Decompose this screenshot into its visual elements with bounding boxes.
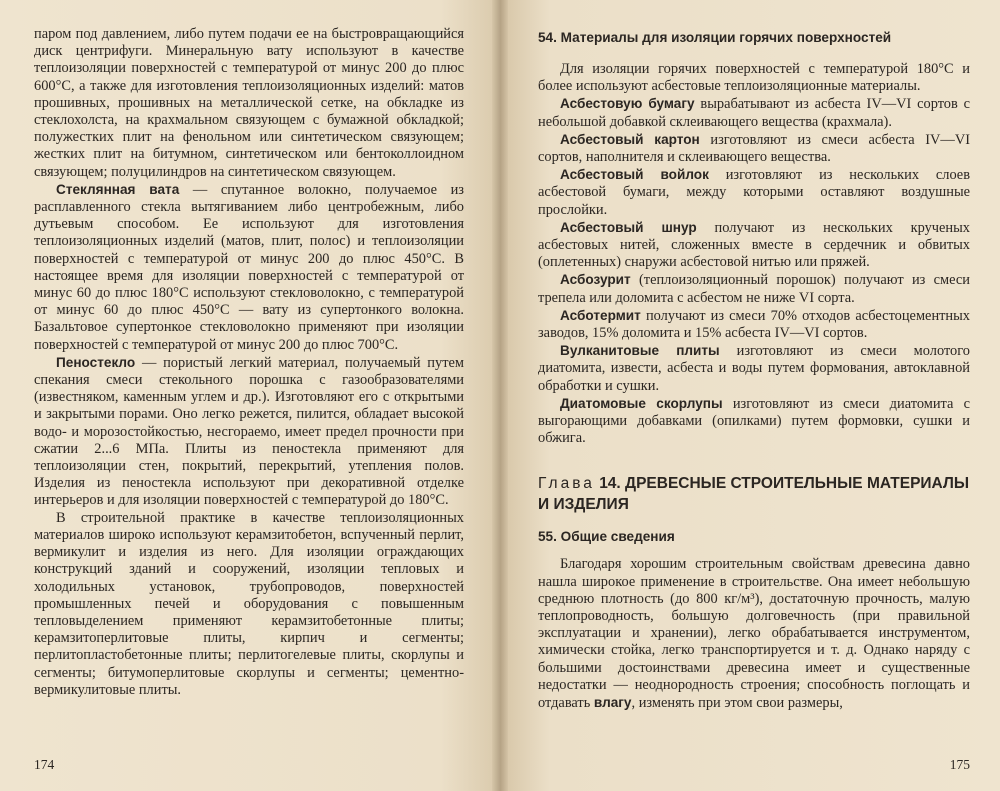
section-55-heading: 55. Общие сведения	[538, 529, 675, 545]
paragraph-asbozurite: Асбозурит (теплоизоляционный порошок) получают из смеси трепела или доломита с асбестом не ниже VI сорта.	[538, 272, 970, 306]
book-gutter	[492, 0, 508, 791]
paragraph-asbestos-felt: Асбестовый войлок изготовляют из нескольких слоев асбестовой бумаги, между которыми оставляют воздушные прослойки.	[538, 167, 970, 218]
paragraph-asbestos-paper: Асбестовую бумагу вырабатывают из асбеста IV—VI сортов с небольшой добавкой склеивающего вещества (крахмала).	[538, 96, 971, 130]
paragraph-asbestos-cardboard: Асбестовый картон изготовляют из смеси асбеста IV—VI сортов, наполнителя и склеивающего вещества.	[538, 131, 971, 166]
term-highlight: влагу	[593, 695, 632, 711]
term-highlight: Стеклянная вата	[56, 181, 180, 197]
term-highlight: Асбестовый войлок	[560, 167, 709, 183]
paragraph-asbestos-cord: Асбестовый шнур получают из нескольких крученых асбестовых нитей, сложенных вместе в сердечник и обвитых (оплетенных) снаружи асбестовой нитью или пряжей.	[538, 219, 970, 271]
paragraph: Для изоляции горячих поверхностей с температурой 180°С и более используют асбестовые теплоизоляционные материалы.	[538, 61, 970, 95]
term-highlight: Асбозурит	[560, 272, 631, 288]
chapter-prefix: Глава	[538, 475, 595, 493]
page-number-left: 174	[34, 757, 55, 772]
paragraph-asbothermite: Асботермит получают из смеси 70% отходов асбестоцементных заводов, 15% доломита и 15% асбеста IV—VI сортов.	[538, 307, 970, 342]
paragraph: паром под давлением, либо путем подачи ее на быстровращающийся диск центрифуги. Минеральную вату используют в качестве теплоизоляции поверхностей с температурой от минус 200 до плюс 600°С, а также для изготовления теплоизоляционных изделий: матов прошивных, прошивных на металлической сетке, на обкладке из стеклохолста, на крахмальном связующем с бумажной обкладкой; полужестких плит на фенольном или синтетическом связующем; жестких плит на битумном, синтетическом или бентоколлоидном связующем; полуцилиндров на синтетическом связующем.	[34, 26, 464, 180]
term-highlight: Вулканитовые плиты	[560, 343, 720, 359]
term-highlight: Асботермит	[560, 307, 641, 323]
term-highlight: Пеностекло	[56, 354, 136, 370]
paragraph-diatom-shells: Диатомовые скорлупы изготовляют из смеси диатомита с выгорающими добавками (опилками) путем формовки, сушки и обжига.	[538, 395, 970, 447]
term-highlight: Асбестовый шнур	[560, 219, 697, 235]
term-highlight: Диатомовые скорлупы	[560, 395, 723, 411]
paragraph-vulcanite-plates: Вулканитовые плиты изготовляют из смеси молотого диатомита, извести, асбеста и воды путем формования, автоклавной обработки и сушки.	[538, 343, 970, 394]
chapter-title: 14. ДРЕВЕСНЫЕ СТРОИТЕЛЬНЫЕ МАТЕРИАЛЫ И ИЗДЕЛИЯ	[538, 475, 969, 514]
paragraph-foam-glass: Пеностекло — пористый легкий материал, получаемый путем спекания смеси стекольного порошка с газообразователями (известняком, каменным углем и др.). Изготовляют его с открытыми и закрытыми порами. Оно легко режется, пилится, обладает высокой водо- и морозостойкостью, несгораемо, имеет предел прочности при сжатии 2...6 МПа. Плиты из пеностекла применяют для теплоизоляции стен, покрытий, перекрытий, утепления полов. Изделия из пеностекла используют при декоративной отделке интерьеров и для изоляции поверхностей с температурой до 180°С.	[34, 354, 464, 509]
chapter-14-heading	[538, 473, 970, 515]
paragraph-wood-general: Благодаря хорошим строительным свойствам древесина давно нашла широкое применение в строительстве. Она имеет небольшую среднюю плотность (до 800 кг/м³), достаточную прочность, малую теплопроводность, большую долговечность (при правильной эксплуатации и хранении), легко обрабатывается инструментом, химически стойка, легко транспортируется и т. д. Однако наряду с большими достоинствами древесина имеет и существенные недостатки — неоднородность строения; способность поглощать и отдавать влагу, изменять при этом свои размеры,	[538, 556, 970, 712]
page-number-right: 175	[949, 757, 970, 772]
term-highlight: Асбестовый картон	[560, 131, 700, 147]
term-highlight: Асбестовую бумагу	[560, 96, 695, 112]
right-page	[500, 0, 1000, 791]
paragraph-expanded-clay: В строительной практике в качестве теплоизоляционных материалов широко используют керамзитобетон, вспученный перлит, вермикулит и изделия из него. Для изоляции ограждающих конструкций зданий и сооружений, изоляции тепловых и холодильных установок, трубопроводов, поверхностей промышленных печей и оборудования с повышенным тепловыделением применяют керамзитобетонные плиты; керамзитоперлитовые плиты, кирпич и сегменты; перлитопластобетонные плиты; перлитогелевые плиты, скорлупы и сегменты; битумоперлитовые скорлупы и сегменты; цементно-вермикулитовые плиты.	[34, 509, 464, 698]
section-54-heading: 54. Материалы для изоляции горячих поверхностей	[538, 30, 892, 45]
paragraph-glass-wool: Стеклянная вата — спутанное волокно, получаемое из расплавленного стекла вытягиванием либо центробежным, либо дутьевым способом. Ее используют для изготовления теплоизоляционных изделий (матов, плит, полос) и теплоизоляции поверхностей с температурой от минус 200 до плюс 450°С. В настоящее время для изоляции поверхностей с температурой от минус 60 до плюс 180°С используют стекловолокно, с температурой от минус 60 до плюс 450°С — вату из супертонкого волокна. Базальтовое супертонкое стекловолокно применяют при изоляции поверхностей с температурой от минус 200 до плюс 700°С.	[34, 181, 464, 353]
